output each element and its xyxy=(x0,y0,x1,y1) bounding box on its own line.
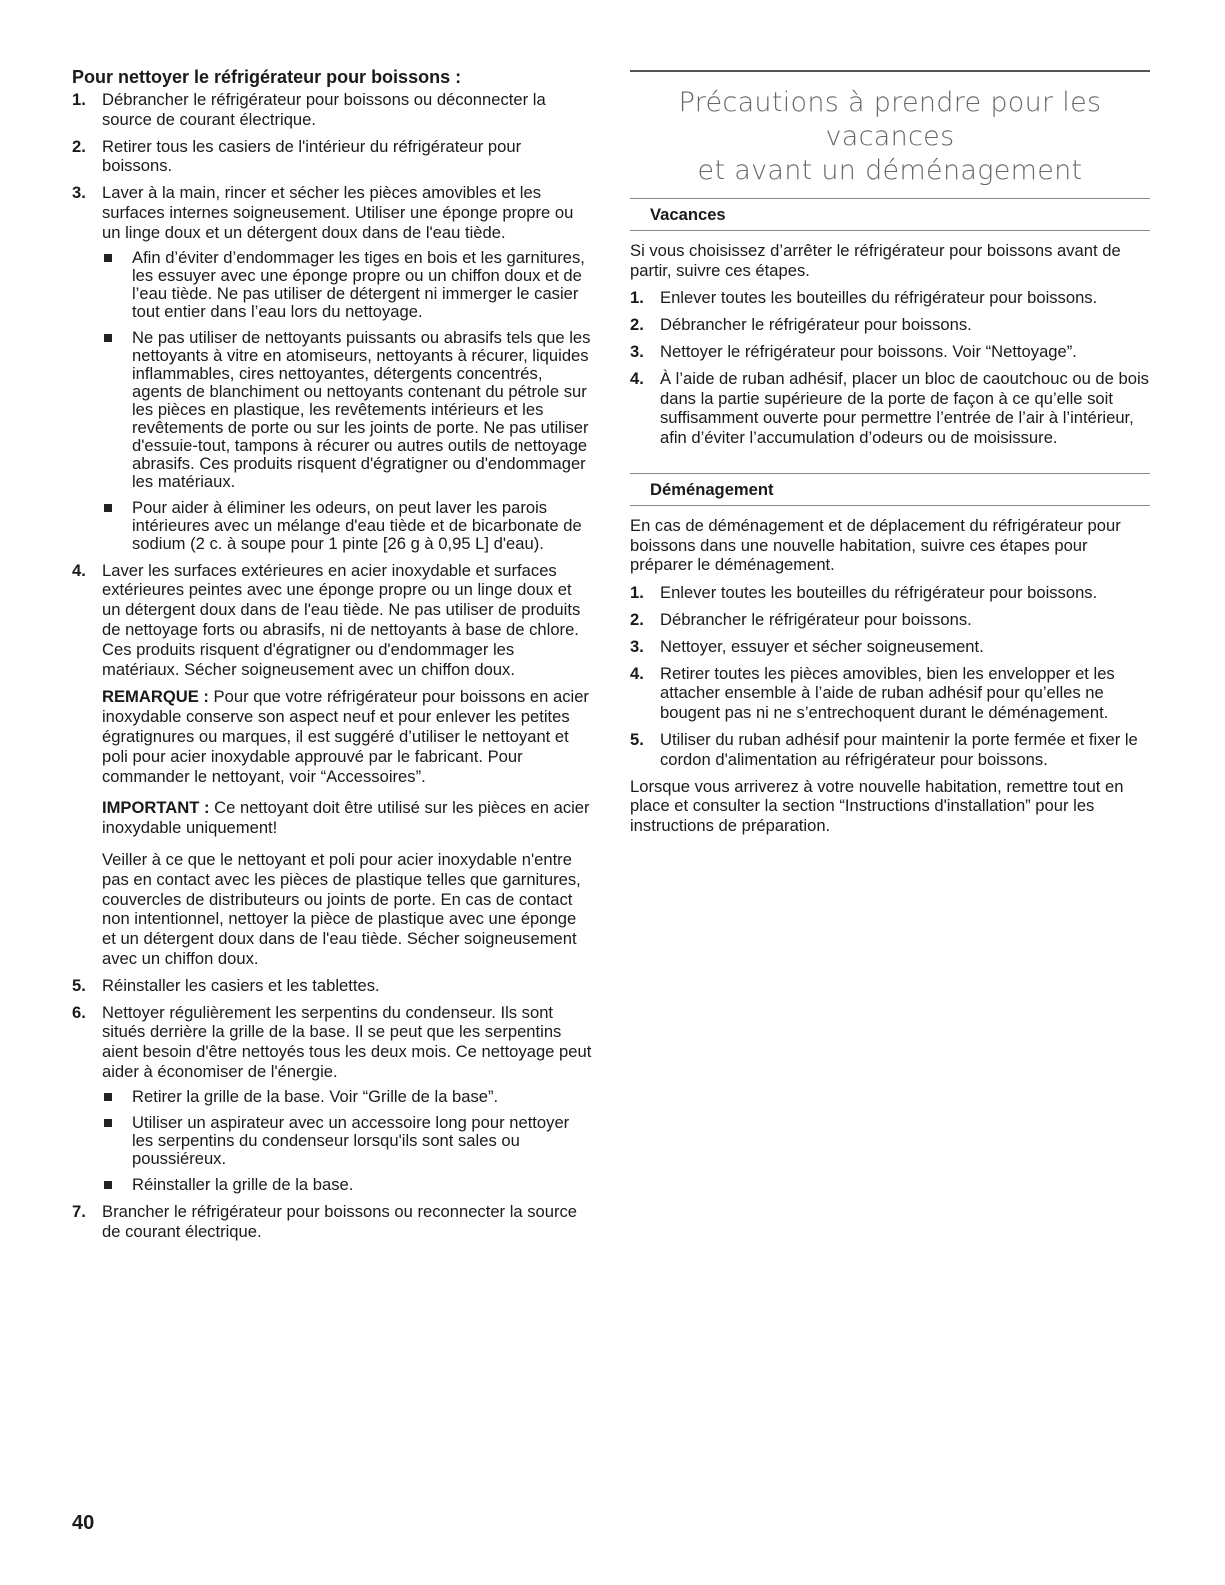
step-number: 5. xyxy=(630,729,644,749)
list-item xyxy=(630,315,1150,335)
step-number: 2. xyxy=(630,609,644,629)
step-number: 4. xyxy=(630,368,644,388)
demenagement-outro: Lorsque vous arriverez à votre nouvelle habitation, remettre tout en place et consulter la section “Instructions d'installation” pour les instructions de préparation. xyxy=(630,776,1124,836)
bullet-text: Afin d’éviter d’endommager les tiges en bois et les garnitures, les essuyer avec une éponge propre ou un chiffon doux et de l’eau tiède. Ne pas utiliser de détergent ni immerger le casier tout entier dans l’eau lors du nettoyage. xyxy=(132,247,585,321)
remarque-text: Pour que votre réfrigérateur pour boissons en acier inoxydable conserve son aspect neuf et pour enlever les petites égratignures ou marques, il est suggéré d’utiliser le nettoyant et poli pour acier inoxydable approuvé par le fabricant. Pour commander le nettoyant, voir “Accessoires”. xyxy=(102,687,589,786)
cleaning-heading: Pour nettoyer le réfrigérateur pour boissons : xyxy=(72,67,462,87)
step-number: 3. xyxy=(72,183,86,203)
step-number: 1. xyxy=(630,288,644,308)
right-column xyxy=(630,70,1150,844)
remarque-label: REMARQUE : xyxy=(102,687,209,707)
vacances-intro: Si vous choisissez d’arrêter le réfrigérateur pour boissons avant de partir, suivre ces étapes. xyxy=(630,240,1121,280)
step-number: 7. xyxy=(72,1201,86,1221)
step-number: 3. xyxy=(630,636,644,656)
bullet-text: Retirer la grille de la base. Voir “Grille de la base”. xyxy=(132,1086,499,1106)
bullet-text: Utiliser un aspirateur avec un accessoire long pour nettoyer les serpentins du condenseur lorsqu'ils sont sales ou poussiéreux. xyxy=(132,1112,570,1168)
step-number: 4. xyxy=(72,560,86,580)
list-item xyxy=(630,583,1150,603)
square-bullet-icon xyxy=(104,254,112,262)
step-text: Brancher le réfrigérateur pour boissons ou reconnecter la source de courant électrique. xyxy=(102,1201,578,1241)
cleaning-steps xyxy=(72,90,592,1241)
step-text: À l’aide de ruban adhésif, placer un bloc de caoutchouc ou de bois dans la partie supérieure de la porte de façon à ce qu’elle soit suffisamment ouverte pour permettre l’entrée de l’air à l’intérieur, afin d’éviter l’accumulation d’odeurs ou de moisissure. xyxy=(660,368,1149,448)
list-item xyxy=(630,730,1150,770)
title-line: Précautions à prendre pour les vacances xyxy=(678,87,1102,152)
left-column xyxy=(72,66,592,1248)
bullet-item xyxy=(102,1088,592,1106)
demenagement-intro: En cas de déménagement et de déplacement du réfrigérateur pour boissons dans une nouvelle habitation, suivre ces étapes pour préparer le déménagement. xyxy=(630,515,1121,575)
list-item xyxy=(72,1202,592,1242)
step-text: Enlever toutes les bouteilles du réfrigérateur pour boissons. xyxy=(660,583,1098,603)
list-item xyxy=(72,183,592,552)
demenagement-heading: Déménagement xyxy=(630,473,1150,506)
square-bullet-icon xyxy=(104,1093,112,1101)
list-item xyxy=(72,561,592,969)
remarque-note xyxy=(102,687,592,786)
list-item xyxy=(72,976,592,996)
bullet-item xyxy=(102,329,592,491)
title-rule xyxy=(630,70,1150,72)
vacances-heading: Vacances xyxy=(630,198,1150,231)
list-item xyxy=(630,288,1150,308)
list-item xyxy=(72,1003,592,1194)
step-text: Réinstaller les casiers et les tablettes. xyxy=(102,975,380,995)
bullet-text: Réinstaller la grille de la base. xyxy=(132,1174,354,1194)
step-text: Nettoyer le réfrigérateur pour boissons. Voir “Nettoyage”. xyxy=(660,341,1077,361)
title-line: et avant un déménagement xyxy=(697,155,1083,186)
square-bullet-icon xyxy=(104,1119,112,1127)
step-number: 1. xyxy=(72,90,86,109)
step-text: Utiliser du ruban adhésif pour maintenir la porte fermée et fixer le cordon d'alimentation au réfrigérateur pour boissons. xyxy=(660,729,1138,769)
bullet-text: Pour aider à éliminer les odeurs, on peut laver les parois intérieures avec un mélange d'eau tiède et de bicarbonate de sodium (2 c. à soupe pour 1 pinte [26 g à 0,95 L] d'eau). xyxy=(132,497,582,553)
section-title xyxy=(630,86,1150,188)
square-bullet-icon xyxy=(104,334,112,342)
step-text: Débrancher le réfrigérateur pour boissons. xyxy=(660,609,972,629)
list-item xyxy=(630,637,1150,657)
step-number: 2. xyxy=(72,136,86,156)
bullet-list xyxy=(102,1088,592,1194)
veiller-text: Veiller à ce que le nettoyant et poli pour acier inoxydable n'entre pas en contact avec les pièces de plastique telles que garnitures, couvercles de distributeurs ou joints de porte. En cas de contact non intentionnel, nettoyer la pièce de plastique avec une éponge et un détergent doux dans de l'eau tiède. Sécher soigneusement avec un chiffon doux. xyxy=(102,849,581,968)
step-number: 3. xyxy=(630,341,644,361)
important-text: Ce nettoyant doit être utilisé sur les pièces en acier inoxydable uniquement! xyxy=(102,798,590,838)
bullet-item xyxy=(102,499,592,553)
step-text: Retirer toutes les pièces amovibles, bien les envelopper et les attacher ensemble à l’aide de ruban adhésif pour qu’elles ne bougent pas ni ne s’entrechoquent durant le déménagement. xyxy=(660,663,1115,723)
bullet-item xyxy=(102,249,592,321)
bullet-item xyxy=(102,1114,592,1168)
step-text: Retirer tous les casiers de l'intérieur du réfrigérateur pour boissons. xyxy=(102,136,522,176)
spacer xyxy=(630,455,1150,473)
square-bullet-icon xyxy=(104,1181,112,1189)
step-number: 4. xyxy=(630,663,644,683)
list-item xyxy=(72,90,592,130)
vacances-steps xyxy=(630,288,1150,448)
list-item xyxy=(630,664,1150,723)
step-number: 2. xyxy=(630,315,644,335)
important-note xyxy=(102,798,592,838)
list-item xyxy=(630,610,1150,630)
step-number: 1. xyxy=(630,583,644,603)
bullet-list xyxy=(102,249,592,553)
step-text: Nettoyer régulièrement les serpentins du condenseur. Ils sont situés derrière la grille de la base. Il se peut que les serpentins aient besoin d'être nettoyés tous les deux mois. Ce nettoyage peut aider à économiser de l'énergie. xyxy=(102,1002,592,1081)
page-number: 40 xyxy=(72,1512,95,1534)
step-number: 5. xyxy=(72,975,86,995)
step-text: Enlever toutes les bouteilles du réfrigérateur pour boissons. xyxy=(660,288,1098,308)
demenagement-steps xyxy=(630,583,1150,769)
step-text: Laver les surfaces extérieures en acier inoxydable et surfaces extérieures peintes avec une éponge propre ou un linge doux et un détergent doux dans de l'eau tiède. Ne pas utiliser de produits de nettoyage forts ou abrasifs, ni de nettoyants à base de chlore. Ces produits risquent d'égratigner ou d'endommager les matériaux. Sécher soigneusement avec un chiffon doux. xyxy=(102,560,581,679)
bullet-text: Ne pas utiliser de nettoyants puissants ou abrasifs tels que les nettoyants à vitre en atomiseurs, nettoyants à récurer, liquides inflammables, cires nettoyantes, détergents concentrés, agents de blanchiment ou nettoyants contenant du pétrole sur les pièces en plastique, les revêtements intérieurs et les revêtements de porte ou sur les joints de porte. Ne pas utiliser d'essuie-tout, tampons à récurer ou autres outils de nettoyage abrasifs. Ces produits risquent d'égratigner ou d'endommager les matériaux. xyxy=(132,327,591,491)
important-label: IMPORTANT : xyxy=(102,798,210,818)
bullet-item xyxy=(102,1176,592,1194)
step-text: Débrancher le réfrigérateur pour boissons ou déconnecter la source de courant électrique. xyxy=(102,90,546,129)
list-item xyxy=(72,137,592,177)
step-text: Débrancher le réfrigérateur pour boissons. xyxy=(660,315,972,335)
step-text: Nettoyer, essuyer et sécher soigneusement. xyxy=(660,636,984,656)
list-item xyxy=(630,369,1150,448)
square-bullet-icon xyxy=(104,504,112,512)
step-text: Laver à la main, rincer et sécher les pièces amovibles et les surfaces internes soigneusement. Utiliser une éponge propre ou un linge doux et un détergent doux dans de l'eau tiède. xyxy=(102,183,574,242)
step-number: 6. xyxy=(72,1002,86,1022)
list-item xyxy=(630,342,1150,362)
